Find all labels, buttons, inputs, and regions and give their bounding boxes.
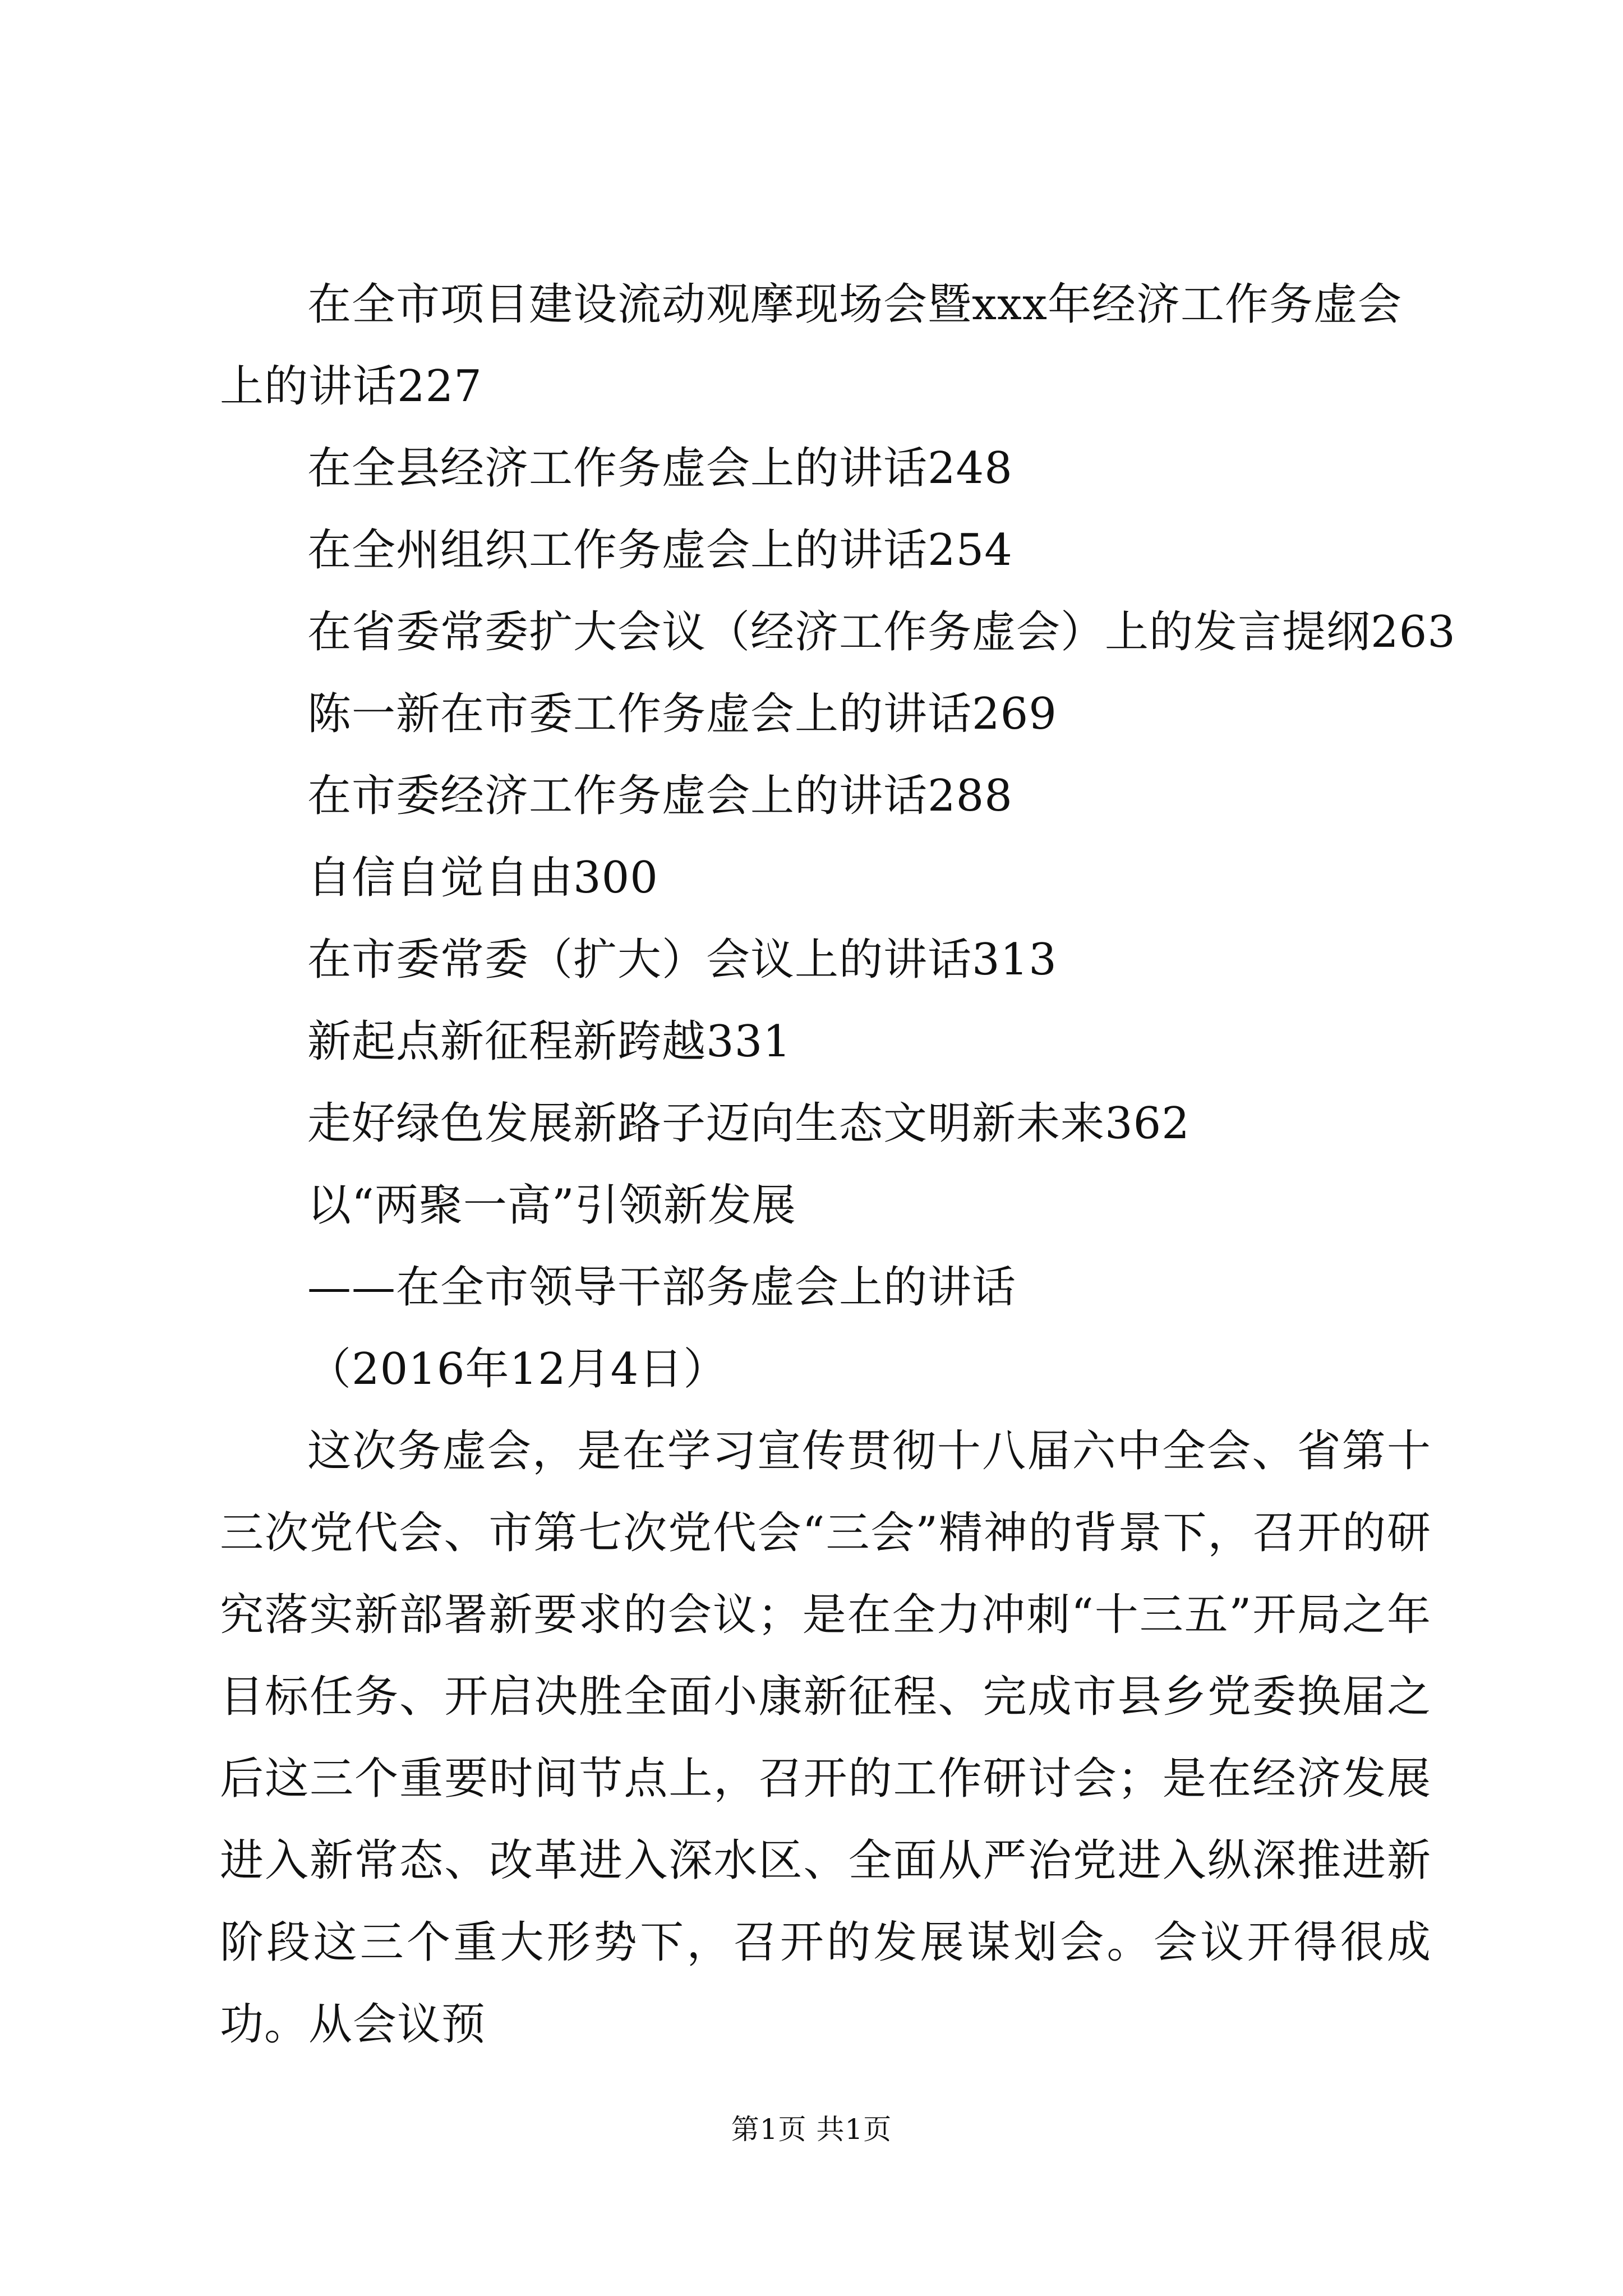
toc-entry-10: 走好绿色发展新路子迈向生态文明新未来362 (307, 1098, 1190, 1149)
page-footer: 第1页 共1页 (731, 2113, 892, 2146)
toc-entry-9: 新起点新征程新跨越331 (307, 1016, 791, 1067)
toc-entry-7: 自信自觉自由300 (307, 853, 658, 903)
toc-entry-1-continuation: 上的讲话227 (220, 361, 482, 412)
toc-entry-2: 在全县经济工作务虚会上的讲话248 (307, 443, 1013, 494)
toc-entry-4: 在省委常委扩大会议（经济工作务虚会）上的发言提纲263 (307, 607, 1456, 657)
speech-subheading: ——在全市领导干部务虚会上的讲话 (307, 1262, 1017, 1313)
toc-entry-1: 在全市项目建设流动观摩现场会暨xxx年经济工作务虚会 (307, 279, 1402, 330)
document-body (220, 264, 1456, 2065)
speech-date: （2016年12月4日） (307, 1344, 728, 1395)
toc-entry-8: 在市委常委（扩大）会议上的讲话313 (307, 935, 1057, 985)
speech-heading: 以“两聚一高”引领新发展 (307, 1180, 796, 1231)
toc-entry-3: 在全州组织工作务虚会上的讲话254 (307, 525, 1013, 576)
toc-entry-5: 陈一新在市委工作务虚会上的讲话269 (307, 689, 1057, 739)
toc-entry-6: 在市委经济工作务虚会上的讲话288 (307, 771, 1013, 821)
body-paragraph: 这次务虚会，是在学习宣传贯彻十八届六中全会、省第十三次党代会、市第七次党代会“三会”精神的背景下，召开的研究落实新部署新要求的会议；是在全力冲刺“十三五”开局之年目标任务、开启决胜全面小康新征程、完成市县乡党委换届之后这三个重要时间节点上，召开的工作研讨会；是在经济发展进入新常态、改革进入深水区、全面从严治党进入纵深推进新阶段这三个重大形势下，召开的发展谋划会。会议开得很成功。从会议预 (220, 1426, 1431, 2050)
